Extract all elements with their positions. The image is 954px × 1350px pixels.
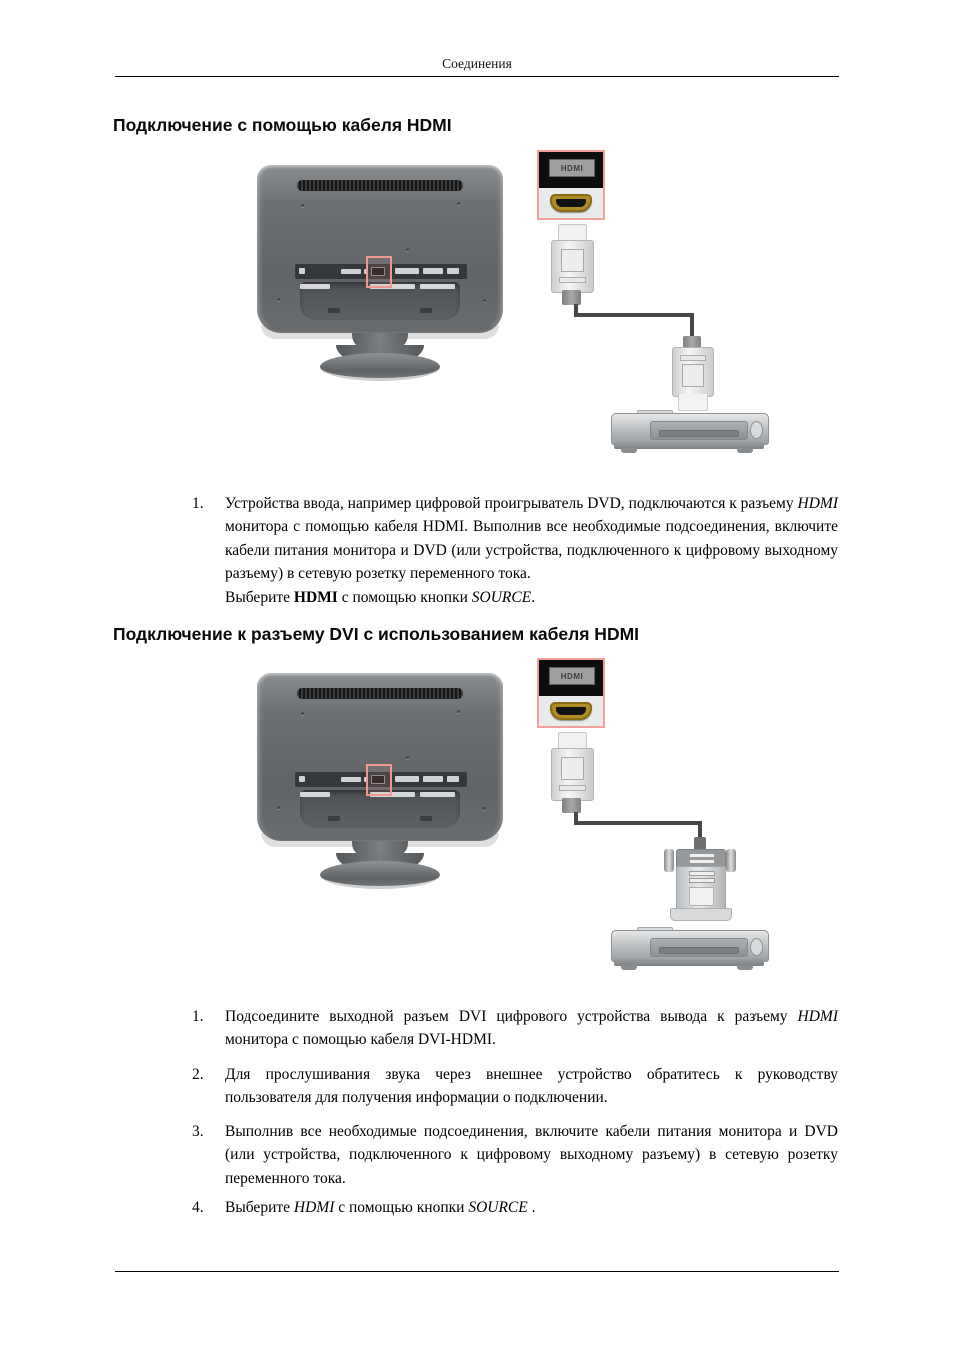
dvd-knob xyxy=(750,938,763,956)
stand-base xyxy=(320,861,440,889)
hdmi-socket-icon xyxy=(550,194,592,212)
step-text: Для прослушивания звука через внешнее устройство обратитесь к руководству пользователя для получения информации о подключении. xyxy=(225,1066,838,1107)
hdmi-inset-label: HDMI xyxy=(549,159,595,177)
screw-dot xyxy=(277,298,280,301)
port-bar xyxy=(420,284,455,289)
hdmi-inset xyxy=(537,658,605,728)
step-number: 3. xyxy=(192,1123,204,1140)
dvi-thumbscrew xyxy=(664,849,674,872)
clip xyxy=(420,816,432,821)
hdmi-cable-plug xyxy=(551,748,594,801)
dvd-tray xyxy=(650,938,748,957)
hdmi-plug-tail xyxy=(562,798,581,813)
port xyxy=(299,776,305,782)
header-rule xyxy=(115,76,839,77)
port xyxy=(447,776,459,782)
vent-grille xyxy=(297,688,463,699)
screw-dot xyxy=(457,710,460,713)
vent-grille xyxy=(297,180,463,191)
section-dvi-heading: Подключение к разъему DVI с использованием кабеля HDMI xyxy=(113,624,640,644)
dvd-player xyxy=(611,413,767,455)
cable xyxy=(574,313,694,317)
step-number: 2. xyxy=(192,1066,204,1083)
port xyxy=(447,268,459,274)
port xyxy=(423,268,443,274)
hdmi-cable-plug-2 xyxy=(672,347,714,397)
dvi-connector xyxy=(676,866,726,911)
hdmi-plug2-tip xyxy=(678,394,708,411)
hdmi-port-highlight xyxy=(366,256,392,288)
hdmi-inset-label: HDMI xyxy=(549,667,595,685)
footer-rule xyxy=(115,1271,839,1272)
step-number: 1. xyxy=(192,495,204,512)
step-number: 1. xyxy=(192,1008,204,1025)
port xyxy=(395,776,419,782)
dvi-thumbscrew xyxy=(726,849,736,872)
hdmi-port-highlight xyxy=(366,764,392,796)
screw-dot xyxy=(301,712,304,715)
dvd-tray xyxy=(650,421,748,440)
hdmi-inset-backplate xyxy=(539,660,603,696)
step-text: Устройства ввода, например цифровой проигрыватель DVD, подключаются к разъему HDMI монитора с помощью кабеля HDMI. Выполнив все необходимые подсоединения, включите кабели питания монитора и DVD (или устройства, подключенного к цифровому выходному разъему) в сетевую розетку переменного тока. xyxy=(225,495,838,583)
page-header xyxy=(0,56,954,72)
hdmi-plug-tail xyxy=(562,290,581,305)
screw-dot xyxy=(301,204,304,207)
clip xyxy=(328,816,340,821)
step-text: Выполнив все необходимые подсоединения, включите кабели питания монитора и DVD (или устройства, подключенного к цифровому выходному разъему) в сетевую розетку переменного тока. xyxy=(225,1123,838,1187)
clip xyxy=(420,308,432,313)
port-bar xyxy=(420,792,455,797)
hdmi-socket-icon xyxy=(550,702,592,720)
screw-dot xyxy=(406,756,409,759)
page-header-title: Соединения xyxy=(442,56,512,71)
step-number: 4. xyxy=(192,1199,204,1216)
stand-base xyxy=(320,353,440,381)
section-hdmi-heading: Подключение с помощью кабеля HDMI xyxy=(113,115,452,135)
cable xyxy=(574,821,702,825)
port xyxy=(299,268,305,274)
screw-dot xyxy=(406,248,409,251)
clip xyxy=(328,308,340,313)
step-text: Подсоедините выходной разъем DVI цифрового устройства вывода к разъему HDMI монитора с помощью кабеля DVI-HDMI. xyxy=(225,1008,838,1049)
hdmi-cable-plug xyxy=(551,240,594,293)
dvi-connector-flange xyxy=(670,908,732,921)
dvd-knob xyxy=(750,421,763,439)
monitor-back xyxy=(257,165,503,333)
cable xyxy=(690,317,694,337)
port xyxy=(423,776,443,782)
hdmi-inset xyxy=(537,150,605,220)
dvd-player xyxy=(611,930,767,972)
monitor-back xyxy=(257,673,503,841)
port-bar xyxy=(300,792,330,797)
screw-dot xyxy=(483,807,486,810)
port-bar xyxy=(300,284,330,289)
port xyxy=(395,268,419,274)
screw-dot xyxy=(277,806,280,809)
port xyxy=(341,269,361,274)
screw-dot xyxy=(483,299,486,302)
manual-page: Соединения Подключение с помощью кабеля HDMI HDMI 1. Устройства ввода, например цифровой проигрыватель DVD, подключаются к разъему HDMI монитора с помощью кабеля HDMI. Выполнив все необходимые подсоединения, включите кабели питания монитора и DVD (или устройства, подключенного к цифровому выходному разъему) в сетевую розетку переменного тока. Выберите HDMI с помощью кнопки SOURCE. Подключение к разъему DVI с использованием кабеля HDMI HDMI 1. Подсоедините выходной разъем DVI цифрового устройства вывода к разъему HDMI монитора с помощью кабеля DVI-HDMI. 2. Для прослушивания звука через внешнее устройство обратитесь к руководству пользователя для получения информации о подключении. 3. Выполнив все необходимые подсоединения, включите кабели питания монитора и DVD (или устройства, подключенного к цифровому выходному разъему) в сетевую розетку переменного тока. 4. Выберите HDMI с помощью кнопки SOURCE . xyxy=(0,0,954,1350)
step-text: Выберите HDMI с помощью кнопки SOURCE . xyxy=(225,1199,536,1216)
port xyxy=(341,777,361,782)
screw-dot xyxy=(457,202,460,205)
hdmi-inset-backplate xyxy=(539,152,603,188)
